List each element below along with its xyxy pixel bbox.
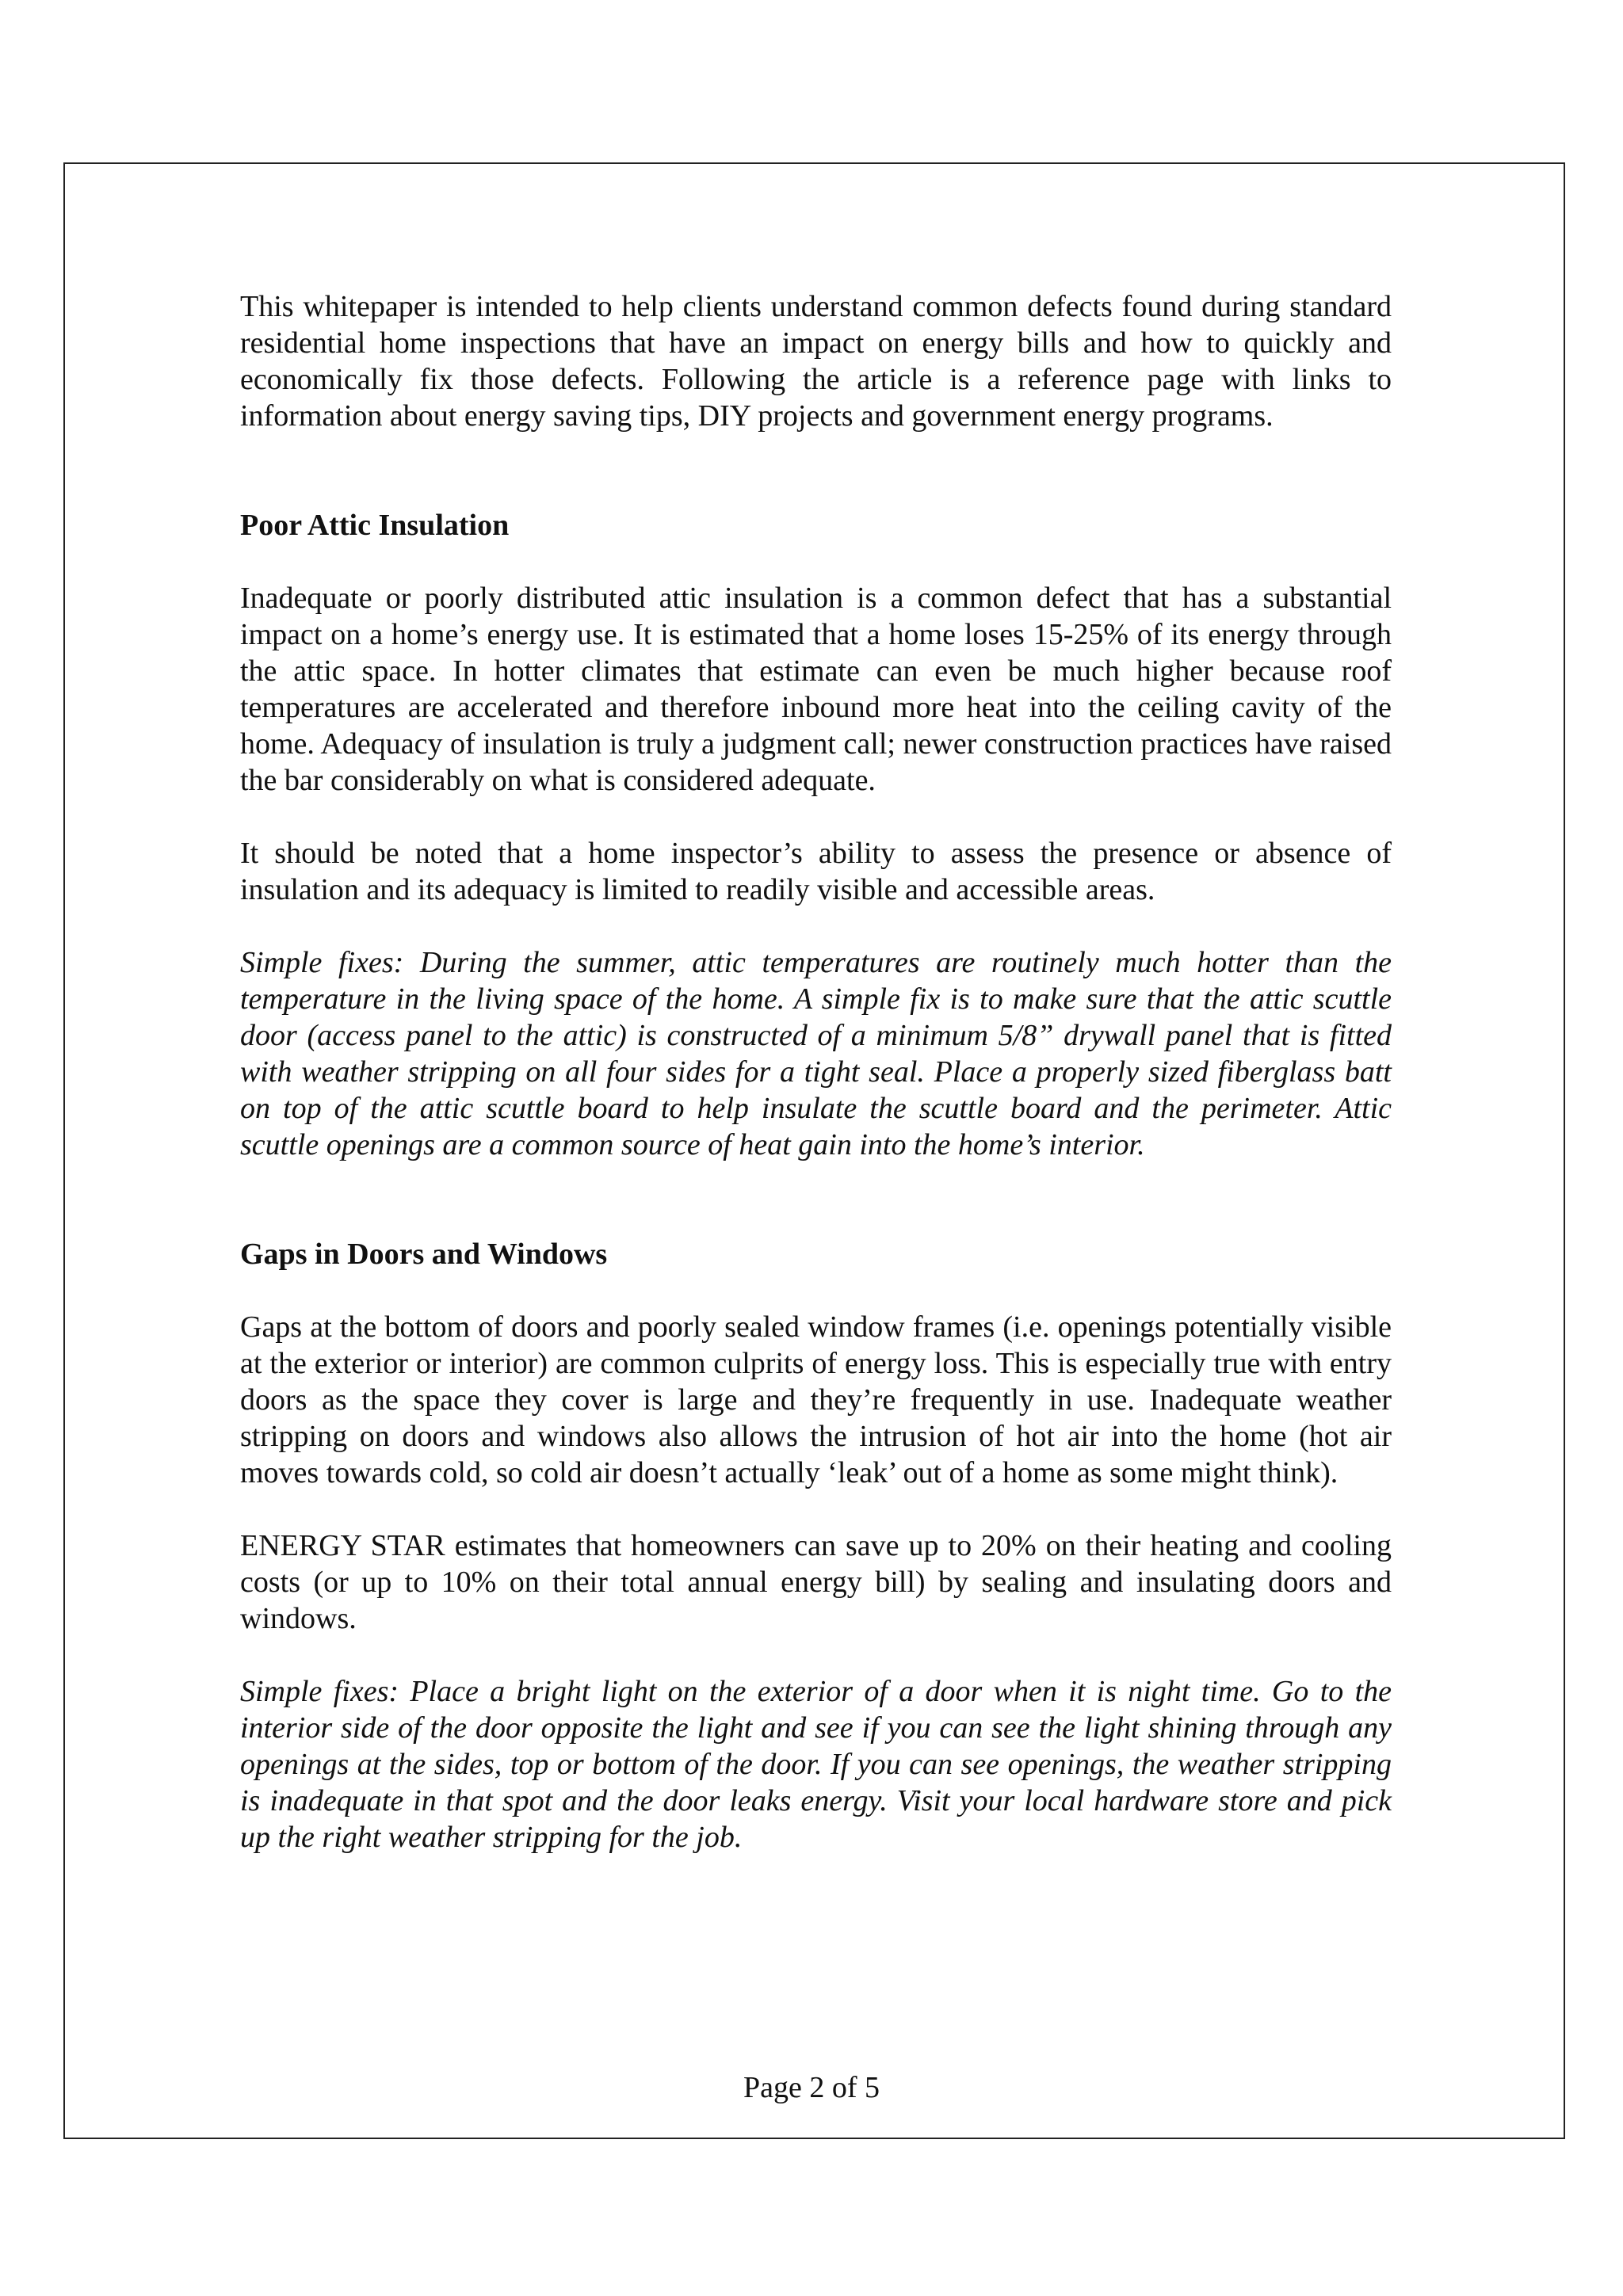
- document-body: [240, 288, 1392, 1855]
- page-number: Page 2 of 5: [743, 2071, 880, 2104]
- body-paragraph: ENERGY STAR estimates that homeowners can save up to 20% on their heating and cooling costs (or up to 10% on their total annual energy bill) by sealing and insulating doors and windows.: [240, 1529, 1392, 1635]
- body-paragraph: Gaps at the bottom of doors and poorly sealed window frames (i.e. openings potentially visible at the exterior or interior) are common culprits of energy loss. This is especially true with entry doors as the space they cover is large and they’re frequently in use. Inadequate weather stripping on doors and windows also allows the intrusion of hot air into the home (hot air moves towards cold, so cold air doesn’t actually ‘leak’ out of a home as some might think).: [240, 1310, 1392, 1489]
- section-gaps-in-doors-and-windows: [240, 1236, 1392, 1855]
- section-heading: Gaps in Doors and Windows: [240, 1238, 608, 1271]
- section-poor-attic-insulation: [240, 507, 1392, 1163]
- section-heading: Poor Attic Insulation: [240, 509, 510, 542]
- body-paragraph: It should be noted that a home inspector’s ability to assess the presence or absence of insulation and its adequacy is limited to readily visible and accessible areas.: [240, 837, 1392, 906]
- intro-paragraph: This whitepaper is intended to help clients understand common defects found during standard residential home inspections that have an impact on energy bills and how to quickly and economically fix those defects. Following the article is a reference page with links to information about energy saving tips, DIY projects and government energy programs.: [240, 290, 1392, 433]
- body-paragraph: Inadequate or poorly distributed attic insulation is a common defect that has a substantial impact on a home’s energy use. It is estimated that a home loses 15-25% of its energy through the attic space. In hotter climates that estimate can even be much higher because roof temperatures are accelerated and therefore inbound more heat into the ceiling cavity of the home. Adequacy of insulation is truly a judgment call; newer construction practices have raised the bar considerably on what is considered adequate.: [240, 582, 1392, 797]
- simple-fix-paragraph: Simple fixes: Place a bright light on the exterior of a door when it is night time. Go to the interior side of the door opposite the light and see if you can see the light shining through any openings at the sides, top or bottom of the door. If you can see openings, the weather stripping is inadequate in that spot and the door leaks energy. Visit your local hardware store and pick up the right weather stripping for the job.: [240, 1675, 1392, 1854]
- simple-fix-paragraph: Simple fixes: During the summer, attic temperatures are routinely much hotter than the temperature in the living space of the home. A simple fix is to make sure that the attic scuttle door (access panel to the attic) is constructed of a minimum 5/8” drywall panel that is fitted with weather stripping on all four sides for a tight seal. Place a properly sized fiberglass batt on top of the attic scuttle board to help insulate the scuttle board and the perimeter. Attic scuttle openings are a common source of heat gain into the home’s interior.: [240, 946, 1392, 1161]
